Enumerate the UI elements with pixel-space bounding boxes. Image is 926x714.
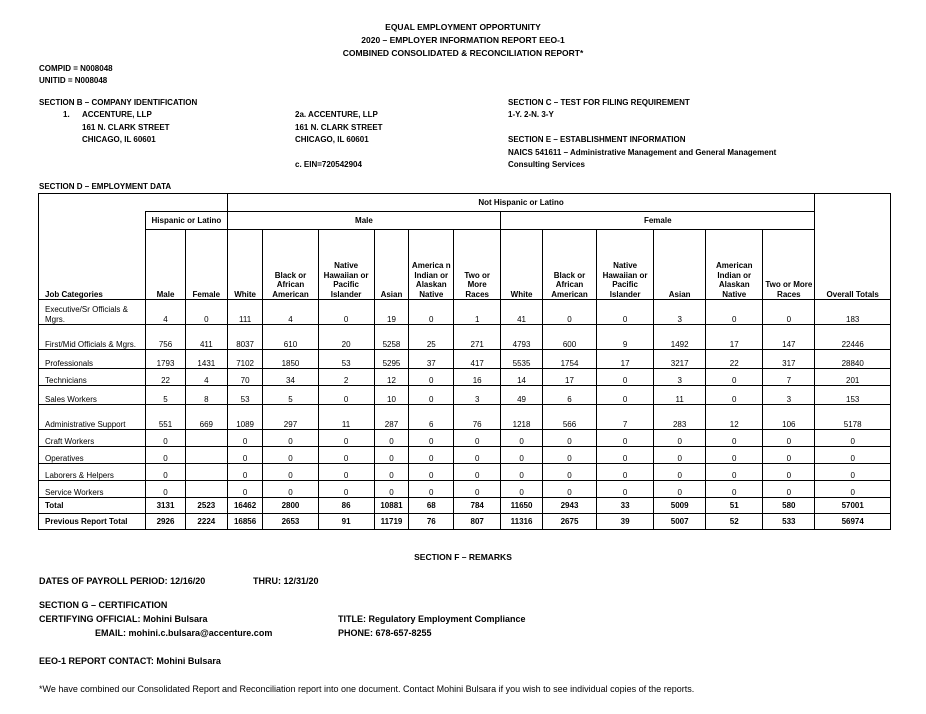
- section-2a-street: 161 N. CLARK STREET: [295, 123, 383, 132]
- section-e-title: SECTION E – ESTABLISHMENT INFORMATION: [508, 135, 686, 144]
- table-cell: 3217: [654, 350, 706, 369]
- table-cell: 17: [542, 369, 596, 386]
- table-row: [39, 405, 891, 430]
- table-row: [39, 430, 891, 447]
- col-male-white: White: [227, 230, 263, 300]
- table-cell: 49: [501, 386, 543, 405]
- table-cell: 0: [597, 430, 654, 447]
- table-cell: 0: [654, 430, 706, 447]
- col-hispanic-female: Female: [185, 230, 227, 300]
- column-header-row: [39, 230, 891, 300]
- table-cell: 2: [318, 369, 374, 386]
- hispanic-header: Hispanic or Latino: [146, 212, 228, 230]
- male-header: Male: [227, 212, 500, 230]
- table-row: [39, 369, 891, 386]
- table-cell: 1492: [654, 325, 706, 350]
- section-f-title: SECTION F – REMARKS: [414, 552, 512, 562]
- female-header: Female: [501, 212, 815, 230]
- table-cell: 0: [654, 447, 706, 464]
- table-cell: 0: [146, 464, 186, 481]
- table-cell: 0: [146, 430, 186, 447]
- table-cell: 0: [706, 447, 763, 464]
- official-title: TITLE: Regulatory Employment Compliance: [338, 614, 526, 624]
- table-cell: 0: [454, 481, 501, 498]
- table-cell: [185, 447, 227, 464]
- table-cell: 12: [374, 369, 409, 386]
- table-cell: 287: [374, 405, 409, 430]
- ein: c. EIN=720542904: [295, 160, 362, 169]
- table-cell: 153: [815, 386, 891, 405]
- total-cell: 76: [409, 514, 454, 530]
- table-cell: 0: [597, 386, 654, 405]
- table-cell: 0: [763, 447, 815, 464]
- table-cell: 147: [763, 325, 815, 350]
- table-cell: 0: [454, 430, 501, 447]
- table-cell: 600: [542, 325, 596, 350]
- table-cell: 411: [185, 325, 227, 350]
- table-cell: 20: [318, 325, 374, 350]
- table-cell: 0: [409, 430, 454, 447]
- table-cell: 37: [409, 350, 454, 369]
- table-cell: 53: [318, 350, 374, 369]
- total-cell: 68: [409, 498, 454, 514]
- table-cell: 4: [146, 300, 186, 325]
- table-cell: 14: [501, 369, 543, 386]
- table-cell: 1850: [263, 350, 318, 369]
- table-cell: 11: [654, 386, 706, 405]
- table-cell: 5: [263, 386, 318, 405]
- total-cell: 51: [706, 498, 763, 514]
- row-label: Administrative Support: [39, 405, 146, 430]
- naics-line2: Consulting Services: [508, 160, 585, 169]
- table-cell: 551: [146, 405, 186, 430]
- col-female-aian: American Indian or Alaskan Native: [706, 230, 763, 300]
- table-row: [39, 325, 891, 350]
- table-cell: 8037: [227, 325, 263, 350]
- table-cell: 4: [263, 300, 318, 325]
- col-female-white: White: [501, 230, 543, 300]
- table-cell: 0: [227, 464, 263, 481]
- table-cell: 0: [706, 481, 763, 498]
- col-hispanic-male: Male: [146, 230, 186, 300]
- payroll-thru: THRU: 12/31/20: [253, 576, 319, 586]
- total-cell: 86: [318, 498, 374, 514]
- table-cell: 4793: [501, 325, 543, 350]
- table-cell: 0: [409, 369, 454, 386]
- table-cell: 0: [409, 447, 454, 464]
- table-cell: 417: [454, 350, 501, 369]
- footnote: *We have combined our Consolidated Report and Reconciliation report into one document. Contact Mohini Bulsara if you wish to see individual copies of the reports.: [39, 684, 695, 694]
- row-label: Craft Workers: [39, 430, 146, 447]
- report-title-line1: EQUAL EMPLOYMENT OPPORTUNITY: [385, 22, 541, 32]
- section-c-title: SECTION C – TEST FOR FILING REQUIREMENT: [508, 98, 690, 107]
- table-cell: 3: [654, 369, 706, 386]
- section-c-value: 1-Y. 2-N. 3-Y: [508, 110, 554, 119]
- unitid: UNITID = N008048: [39, 76, 108, 85]
- table-cell: 283: [654, 405, 706, 430]
- table-cell: 17: [706, 325, 763, 350]
- row-label: Executive/Sr Officials & Mgrs.: [39, 300, 146, 325]
- total-row: [39, 498, 891, 514]
- total-cell: 57001: [815, 498, 891, 514]
- table-row: [39, 464, 891, 481]
- table-cell: 70: [227, 369, 263, 386]
- table-cell: 0: [263, 481, 318, 498]
- table-cell: 0: [409, 464, 454, 481]
- header-row-1: [39, 194, 891, 212]
- table-cell: 0: [501, 447, 543, 464]
- total-cell: 5009: [654, 498, 706, 514]
- table-cell: 0: [409, 481, 454, 498]
- table-cell: 5258: [374, 325, 409, 350]
- report-title-line3: COMBINED CONSOLIDATED & RECONCILIATION REPORT*: [342, 48, 584, 58]
- table-cell: 1218: [501, 405, 543, 430]
- table-cell: 0: [706, 369, 763, 386]
- total-cell: 3131: [146, 498, 186, 514]
- table-cell: 25: [409, 325, 454, 350]
- table-row: [39, 447, 891, 464]
- table-cell: 0: [374, 464, 409, 481]
- table-cell: 0: [597, 300, 654, 325]
- table-cell: 0: [542, 464, 596, 481]
- official-email: EMAIL: mohini.c.bulsara@accenture.com: [95, 628, 273, 638]
- total-cell: 2224: [185, 514, 227, 530]
- table-cell: 34: [263, 369, 318, 386]
- table-cell: 0: [146, 447, 186, 464]
- table-cell: 0: [409, 386, 454, 405]
- table-cell: 111: [227, 300, 263, 325]
- section-b-num: 1.: [63, 110, 70, 119]
- table-cell: 6: [542, 386, 596, 405]
- table-cell: 16: [454, 369, 501, 386]
- table-cell: 12: [706, 405, 763, 430]
- table-cell: 0: [227, 447, 263, 464]
- table-cell: 0: [227, 430, 263, 447]
- table-cell: 0: [542, 430, 596, 447]
- table-cell: 3: [454, 386, 501, 405]
- table-cell: 22: [706, 350, 763, 369]
- table-cell: 5535: [501, 350, 543, 369]
- col-female-two: Two or More Races: [763, 230, 815, 300]
- total-cell: 2926: [146, 514, 186, 530]
- table-cell: 0: [374, 430, 409, 447]
- table-cell: 0: [706, 300, 763, 325]
- table-cell: 0: [706, 386, 763, 405]
- row-label: Service Workers: [39, 481, 146, 498]
- table-cell: 4: [185, 369, 227, 386]
- official-phone: PHONE: 678-657-8255: [338, 628, 432, 638]
- table-cell: 76: [454, 405, 501, 430]
- table-cell: 0: [454, 464, 501, 481]
- table-cell: 3: [763, 386, 815, 405]
- compid: COMPID = N008048: [39, 64, 113, 73]
- total-cell: 16462: [227, 498, 263, 514]
- table-cell: 610: [263, 325, 318, 350]
- col-female-black: Black or African American: [542, 230, 596, 300]
- total-cell: 533: [763, 514, 815, 530]
- table-cell: [185, 464, 227, 481]
- total-cell: 10881: [374, 498, 409, 514]
- table-cell: 0: [815, 481, 891, 498]
- table-cell: 28840: [815, 350, 891, 369]
- table-cell: 0: [318, 430, 374, 447]
- total-cell: 580: [763, 498, 815, 514]
- col-female-asian: Asian: [654, 230, 706, 300]
- table-cell: 0: [542, 300, 596, 325]
- table-cell: 0: [318, 464, 374, 481]
- table-cell: 0: [763, 464, 815, 481]
- table-cell: 0: [501, 481, 543, 498]
- table-cell: 0: [542, 481, 596, 498]
- row-label: Operatives: [39, 447, 146, 464]
- table-cell: 11: [318, 405, 374, 430]
- section-2a-city: CHICAGO, IL 60601: [295, 135, 369, 144]
- table-cell: 201: [815, 369, 891, 386]
- col-male-nhpi: Native Hawaiian or Pacific Islander: [318, 230, 374, 300]
- table-cell: 1793: [146, 350, 186, 369]
- table-cell: 0: [409, 300, 454, 325]
- employment-data-table: [38, 193, 891, 530]
- table-cell: 22: [146, 369, 186, 386]
- table-row: [39, 386, 891, 405]
- row-label: First/Mid Officials & Mgrs.: [39, 325, 146, 350]
- table-cell: 0: [227, 481, 263, 498]
- table-cell: 0: [454, 447, 501, 464]
- company-city: CHICAGO, IL 60601: [82, 135, 156, 144]
- total-cell: 2800: [263, 498, 318, 514]
- table-cell: 17: [597, 350, 654, 369]
- table-cell: 317: [763, 350, 815, 369]
- table-cell: 0: [146, 481, 186, 498]
- table-cell: 41: [501, 300, 543, 325]
- table-cell: 7102: [227, 350, 263, 369]
- report-title-line2: 2020 – EMPLOYER INFORMATION REPORT EEO-1: [361, 35, 565, 45]
- table-cell: 0: [501, 430, 543, 447]
- table-cell: [185, 430, 227, 447]
- table-cell: 1089: [227, 405, 263, 430]
- table-cell: 0: [706, 430, 763, 447]
- total-row-label: Previous Report Total: [39, 514, 146, 530]
- row-label: Professionals: [39, 350, 146, 369]
- table-cell: 19: [374, 300, 409, 325]
- total-row-label: Total: [39, 498, 146, 514]
- table-cell: 183: [815, 300, 891, 325]
- table-cell: 0: [763, 481, 815, 498]
- row-label: Laborers & Helpers: [39, 464, 146, 481]
- section-2a-name: 2a. ACCENTURE, LLP: [295, 110, 378, 119]
- col-male-two: Two or More Races: [454, 230, 501, 300]
- total-cell: 784: [454, 498, 501, 514]
- table-cell: 10: [374, 386, 409, 405]
- table-cell: 5295: [374, 350, 409, 369]
- row-label: Sales Workers: [39, 386, 146, 405]
- company-street: 161 N. CLARK STREET: [82, 123, 170, 132]
- table-cell: 3: [654, 300, 706, 325]
- table-cell: 297: [263, 405, 318, 430]
- table-cell: 6: [409, 405, 454, 430]
- not-hispanic-header: Not Hispanic or Latino: [227, 194, 815, 212]
- total-cell: 56974: [815, 514, 891, 530]
- company-name: ACCENTURE, LLP: [82, 110, 152, 119]
- section-g-title: SECTION G – CERTIFICATION: [39, 600, 168, 610]
- table-cell: 8: [185, 386, 227, 405]
- table-cell: 0: [542, 447, 596, 464]
- total-cell: 2523: [185, 498, 227, 514]
- table-cell: 0: [763, 300, 815, 325]
- total-cell: 2943: [542, 498, 596, 514]
- row-label: Technicians: [39, 369, 146, 386]
- table-cell: 7: [763, 369, 815, 386]
- report-contact: EEO-1 REPORT CONTACT: Mohini Bulsara: [39, 656, 221, 666]
- table-cell: 0: [654, 464, 706, 481]
- job-categories-header: Job Categories: [39, 230, 146, 300]
- total-cell: 807: [454, 514, 501, 530]
- table-cell: 1754: [542, 350, 596, 369]
- table-cell: 0: [706, 464, 763, 481]
- table-cell: 0: [318, 447, 374, 464]
- section-b-title: SECTION B – COMPANY IDENTIFICATION: [39, 98, 198, 107]
- table-cell: 0: [763, 430, 815, 447]
- table-cell: 756: [146, 325, 186, 350]
- table-cell: 0: [374, 481, 409, 498]
- table-cell: 22446: [815, 325, 891, 350]
- table-cell: [185, 481, 227, 498]
- col-female-nhpi: Native Hawaiian or Pacific Islander: [597, 230, 654, 300]
- table-cell: 0: [185, 300, 227, 325]
- total-cell: 2675: [542, 514, 596, 530]
- table-cell: 271: [454, 325, 501, 350]
- table-cell: 1431: [185, 350, 227, 369]
- table-cell: 0: [597, 481, 654, 498]
- table-cell: 1: [454, 300, 501, 325]
- table-cell: 5178: [815, 405, 891, 430]
- table-row: [39, 300, 891, 325]
- total-cell: 11719: [374, 514, 409, 530]
- table-cell: 0: [318, 386, 374, 405]
- col-male-black: Black or African American: [263, 230, 318, 300]
- table-cell: 0: [815, 464, 891, 481]
- header-row-2: [39, 212, 891, 230]
- col-overall-totals: Overall Totals: [815, 230, 891, 300]
- total-cell: 2653: [263, 514, 318, 530]
- total-cell: 52: [706, 514, 763, 530]
- table-cell: 0: [318, 481, 374, 498]
- table-cell: 566: [542, 405, 596, 430]
- total-cell: 11650: [501, 498, 543, 514]
- table-cell: 53: [227, 386, 263, 405]
- total-row: [39, 514, 891, 530]
- table-cell: 9: [597, 325, 654, 350]
- table-cell: 5: [146, 386, 186, 405]
- table-row: [39, 481, 891, 498]
- total-cell: 39: [597, 514, 654, 530]
- total-cell: 33: [597, 498, 654, 514]
- table-cell: 7: [597, 405, 654, 430]
- naics-line1: NAICS 541611 – Administrative Management and General Management: [508, 148, 777, 157]
- table-cell: 0: [815, 447, 891, 464]
- total-cell: 16856: [227, 514, 263, 530]
- table-cell: 0: [318, 300, 374, 325]
- table-cell: 0: [654, 481, 706, 498]
- col-male-aian: America n Indian or Alaskan Native: [409, 230, 454, 300]
- section-d-title: SECTION D – EMPLOYMENT DATA: [39, 182, 172, 191]
- table-cell: 0: [374, 447, 409, 464]
- total-cell: 91: [318, 514, 374, 530]
- certifying-official: CERTIFYING OFFICIAL: Mohini Bulsara: [39, 614, 208, 624]
- total-cell: 5007: [654, 514, 706, 530]
- table-row: [39, 350, 891, 369]
- table-cell: 106: [763, 405, 815, 430]
- table-cell: 0: [597, 447, 654, 464]
- table-cell: 0: [597, 369, 654, 386]
- table-cell: 0: [597, 464, 654, 481]
- total-cell: 11316: [501, 514, 543, 530]
- table-cell: 0: [815, 430, 891, 447]
- table-cell: 0: [263, 464, 318, 481]
- col-male-asian: Asian: [374, 230, 409, 300]
- payroll-period: DATES OF PAYROLL PERIOD: 12/16/20: [39, 576, 206, 586]
- table-cell: 0: [263, 430, 318, 447]
- table-cell: 0: [263, 447, 318, 464]
- table-cell: 0: [501, 464, 543, 481]
- table-cell: 669: [185, 405, 227, 430]
